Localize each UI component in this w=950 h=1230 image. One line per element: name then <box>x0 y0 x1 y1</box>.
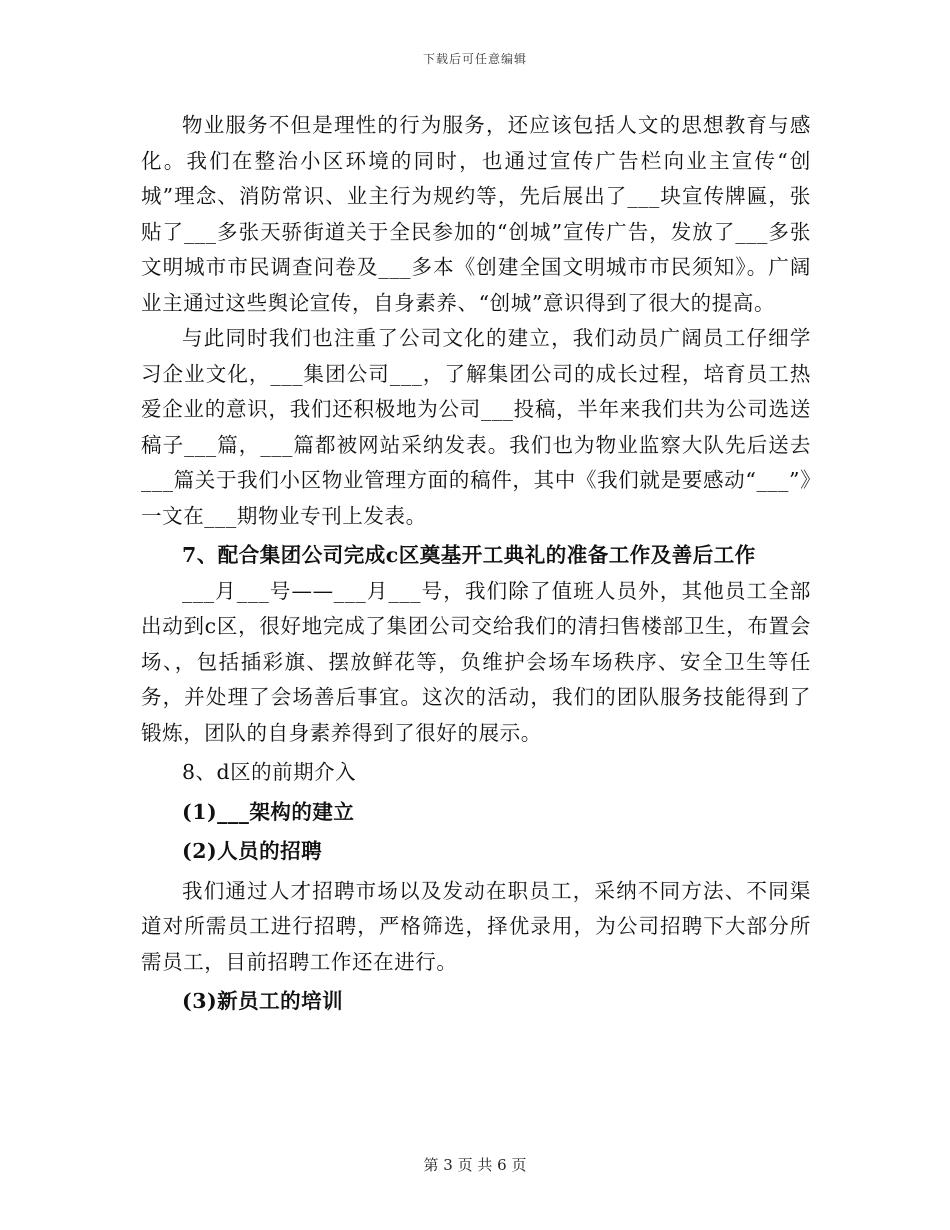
section-heading-7: 7、配合集团公司完成c区奠基开工典礼的准备工作及善后工作 <box>182 543 756 567</box>
paragraph-recruitment: 我们通过人才招聘市场以及发动在职员工，采纳不同方法、不同渠道对所需员工进行招聘，严格筛选，择优录用，为公司招聘下大部分所需员工，目前招聘工作还在进行。 <box>141 878 811 974</box>
subheading-structure: (1)___架构的建立 <box>182 799 355 824</box>
document-body <box>141 108 811 1020</box>
section-heading-8: 8、d区的前期介入 <box>182 760 357 784</box>
subheading-recruitment: (2)人员的招聘 <box>182 839 323 863</box>
page-number: 第 3 页 共 6 页 <box>423 1156 527 1174</box>
paragraph-company-culture: 与此同时我们也注重了公司文化的建立，我们动员广阔员工仔细学习企业文化，___集团公司___，了解集团公司的成长过程，培育员工热爱企业的意识，我们还积极地为公司___投稿，半年来我们共为公司选送稿子___篇，___篇都被网站采纳发表。我们也为物业监察大队先后送去___篇关于我们小区物业管理方面的稿件，其中《我们就是要感动“___”》一文在___期物业专刊上发表。 <box>141 326 811 528</box>
paragraph-ceremony: ___月___号——___月___号，我们除了值班人员外，其他员工全部出动到c区，很好地完成了集团公司交给我们的清扫售楼部卫生，布置会场、，包括插彩旗、摆放鲜花等，负维护会场车场秩序、安全卫生等任务，并处理了会场善后事宜。这次的活动，我们的团队服务技能得到了锻炼，团队的自身素养得到了很好的展示。 <box>141 578 811 745</box>
paragraph-publicity: 物业服务不但是理性的行为服务，还应该包括人文的思想教育与感化。我们在整治小区环境的同时，也通过宣传广告栏向业主宣传“创城”理念、消防常识、业主行为规约等，先后展出了___块宣传牌匾，张贴了___多张天骄街道关于全民参加的“创城”宣传广告，发放了___多张文明城市市民调查问卷及___多本《创建全国文明城市市民须知》。广阔业主通过这些舆论宣传，自身素养、“创城”意识得到了很大的提高。 <box>141 113 811 315</box>
subheading-training: (3)新员工的培训 <box>182 989 344 1013</box>
page-header: 下载后可任意编辑 <box>422 52 527 66</box>
